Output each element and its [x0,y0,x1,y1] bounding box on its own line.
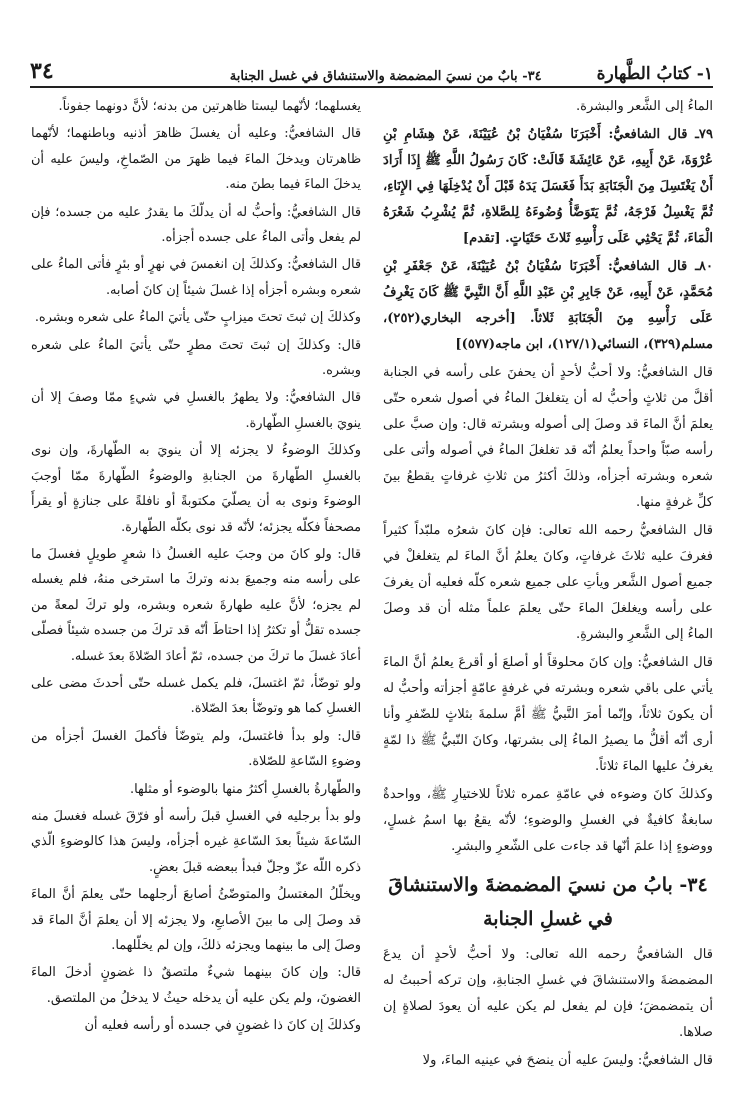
running-header [30,54,713,84]
chapter-heading: ٣٤- بابُ من نسيَ المضمضةَ والاستنشاقَ في غسلِ الجنابة [388,874,708,930]
paragraph: قال: ولو كانَ من وجبَ عليه الغسلُ ذا شعرٍ طويلٍ فغسلَ ما على رأسه منه وجميعَ بدنه وتركَ ما استرخى منهُ، فلم يغسله لم يجزه؛ لأنَّ عليه طهارةَ شعره وبشره، ولو تركَ لمعةً من جسده تقلُّ أو تكثرُ إذا احتاطَ أنّه قد تركَ من جسده شيئاً فصلّى أعادَ غسلَ ما تركَ من جسده، ثمّ أعادَ الصّلاةَ بعدَ غسله. [31,546,361,664]
paragraph: ولو بدأ برجليه في الغسلِ قبلَ رأسه أو فرّقَ غسله فغسلَ منه السّاعةَ شيئاً بعدَ السّاعةِ غيره أجزأه، وليسَ هذا كالوضوءِ الّذي ذكره اللّه عزّ وجلّ فبدأ ببعضه قبلَ بعضٍ. [31,808,361,875]
paragraph: وكذلكَ كانَ وضوءه في عامّةِ عمره ثلاثاً للاختيارِ ﷺ، وواحدةٌ سابغةٌ كافيةٌ في الغسلِ والوضوءِ؛ لأنّه يقعُ بها اسمُ غسلٍ، ووضوءٍ إذا علمَ أنّها قد جاءت على الشّعرِ والبشرِ. [383,787,713,854]
paragraph: ويخلّلُ المغتسلُ والمتوضّئُ أصابعَ أرجلهما حتّى يعلمَ أنَّ الماءَ قد وصلَ إلى ما بينَ الأصابعِ، ولا يجزئه إلا أن يعلمَ أنَّ الماءَ قد وصلَ إلى ما بينهما ويجزئه ذلكَ، وإن لم يخلّلهما. [31,887,361,953]
hadith-79: ٧٩ـ قال الشافعيُّ: أَخْبَرَنَا سُفْيَانُ بْنُ عُيَيْنَةَ، عَنْ هِشَامِ بْنِ عُرْوَةَ، عَنْ أَبِيهِ، عَنْ عَائِشَةَ قَالَتْ: كَانَ رَسُولُ اللَّهِ ﷺ إِذَا أَرَادَ أَنْ يَغْتَسِلَ مِنَ الْجَنَابَةِ بَدَأَ فَغَسَلَ يَدَهُ قَبْلَ أَنْ يُدْخِلَهَا فِي الإِنَاءِ، ثُمَّ يَغْسِلُ فَرْجَهُ، ثُمَّ يَتَوَضَّأُ وُضُوءَهُ لِلصَّلاةِ، ثُمَّ يُشْرِبُ شَعْرَهُ الْمَاءَ، ثُمَّ يَحْثِي عَلَى رَأْسِهِ ثَلاثَ حَثَيَاتٍ. [تقدم] [383,127,713,246]
hadith-80: ٨٠ـ قال الشافعيُّ: أَخْبَرَنَا سُفْيَانُ بْنُ عُيَيْنَةَ، عَنْ جَعْفَرِ بْنِ مُحَمَّدٍ، عَنْ أَبِيهِ، عَنْ جَابِرِ بْنِ عَبْدِ اللَّهِ أَنَّ النَّبِيَّ ﷺ كَانَ يَغْرِفُ عَلَى رَأْسِهِ مِنَ الْجَنَابَةِ ثَلاثاً. [أخرجه البخاري(٢٥٢)، مسلم(٣٢٩)، النسائي(١٢٧/١)، ابن ماجه(٥٧٧)] [383,259,713,352]
header-rule [30,86,713,88]
paragraph: قال: وكذلكَ إن ثبتَ تحتَ مطرٍ حتّى يأتيَ الماءُ على شعره وبشره. [31,337,361,379]
paragraph: قال الشافعيُّ: وليسَ عليه أن ينضحَ في عينيه الماءَ، ولا [422,1053,713,1068]
paragraph: قال الشافعيُّ: وإن كانَ محلوقاً أو أصلعَ أو أقرعَ يعلمُ أنَّ الماءَ يأتي على باقي شعره وبشرته في غرفةٍ عامّةٍ أجزأته وأحبُّ له أن يكونَ ثلاثاً، وإنّما أمرَ النَّبيُّ ﷺ أمَّ سلمةَ بثلاثٍ للضّفرِ وأنا أرى أنّه أقلُّ ما يصيرُ الماءُ إلى بشرتها، وكانَ النّبيُّ ﷺ ذا لمّةٍ يغرفُ عليها الماءَ ثلاثاً. [383,655,713,774]
paragraph: قال الشافعيُّ: ولا أحبُّ لأحدٍ أن يحفنَ على رأسه في الجنابة أقلَّ من ثلاثٍ وأحبُّ له أن يتغلغلَ الماءُ في أصول شعره حتّى يعلمَ أنَّ الماءَ قد وصلَ إلى أصوله وبشرته قال: وإن صبَّ على رأسه صبّاً واحداً يعلمُ أنّه قد تغلغلَ الماءُ في أصوله وأتى على شعره وبشرته أجزأه، وذلكَ أكثرُ من ثلاثِ غرفاتٍ يقطعُ بينَ كلِّ غرفةٍ منها. [383,365,713,510]
paragraph: وكذلكَ إن كانَ ذا غضونٍ في جسده أو رأسه فعليه أن [84,1018,361,1034]
paragraph: قال الشافعيُّ: وعليه أن يغسلَ ظاهرَ أذنيه وباطنهما؛ لأنّهما ظاهرتان ويدخلَ الماءَ فيما ظهرَ من الصّماخِ، وليسَ عليه أن يدخلَ الماءَ فيما بطنَ منه. [31,126,361,193]
page-number: ٣٤ [30,58,54,84]
paragraph: قال: وإن كانَ بينهما شيءٌ ملتصقٌ ذا غضونٍ أدخلَ الماءَ الغضونَ، ولم يكن عليه أن يدخله حيثُ لا يدخلُ من الملتصق. [31,965,361,1006]
paragraph: قال الشافعيُّ رحمه الله تعالى: فإن كانَ شعرُه ملبّداً كثيراً فغرفَ عليه ثلاثَ غرفاتٍ، وكانَ يعلمُ أنَّ الماءَ لم يتغلغلْ في جميع أصول الشَّعر ويأتِ على جميع شعره كلّه فعليه أن يغرفَ على رأسه ويغلغلَ الماءَ حتّى يعلمَ علماً مثله أن قد وصلَ الماءُ إلى الشَّعرِ والبشرةِ. [383,523,713,642]
book-title: ١- كتابُ الطَّهارة [596,64,713,84]
paragraph: الماءُ إلى الشَّعر والبشرة. [575,99,713,114]
paragraph: يغسلهما؛ لأنّهما ليستا ظاهرتين من بدنه؛ لأنَّ دونهما جفوناً. [58,99,361,114]
paragraph: قال الشافعيُّ رحمه الله تعالى: ولا أحبُّ لأحدٍ أن يدعَ المضمضةَ والاستنشاقَ في غسلِ الجنابةِ، وإن تركه أحببتُ له أن يتمضمضَ؛ فإن لم يفعل لم يكن عليه أن يعودَ لصلاةٍ إن صلاها. [383,947,713,1040]
paragraph: وكذلكَ إن ثبتَ تحتَ ميزابٍ حتّى يأتيَ الماءُ على شعره وبشره. [34,310,361,326]
paragraph: قال: ولو بدأ فاغتسلَ، ولم يتوضّأ فأكملَ الغسلَ أجزأه من وضوءِ السّاعةِ للصّلاة. [31,728,361,770]
paragraph: وكذلكَ الوضوءُ لا يجزئه إلا أن ينويَ به الطّهارةَ، وإن نوى بالغسلِ الطّهارةَ من الجنابةِ والوضوءُ الطّهارةَ ممّا أوجبَ الوضوءَ ونوى به أن يصلّيَ مكتوبةً أو نافلةً على جنازةٍ أو يقرأَ مصحفاً فكلّه يجزئه؛ لأنّه قد نوى بكلّه الطّهارة. [31,443,361,535]
paragraph: قال الشافعيُّ: وكذلكَ إن انغمسَ في نهرٍ أو بئرٍ فأتى الماءُ على شعره وبشره أجزأه إذا غسلَ شيئاً إن كانَ أصابه. [31,257,361,298]
paragraph: والطّهارةُ بالغسلِ أكثرُ منها بالوضوء أو مثلها. [130,781,361,797]
right-column [383,94,713,1094]
paragraph: قال الشافعيُّ: ولا يطهرُ بالغسلِ في شيءٍ ممّا وصفَ إلا أن ينويَ بالغسلِ الطّهارة. [31,390,361,431]
paragraph: ولو توضّأ، ثمّ اغتسلَ، فلم يكمل غسله حتّى أحدثَ مضى على الغسلِ كما هو وتوضّأ بعدَ الصّلاة. [31,675,361,717]
left-column [31,94,361,1094]
chapter-title-header: ٣٤- بابٌ من نسيَ المضمضة والاستنشاق في غسل الجنابة [229,69,542,84]
paragraph: قال الشافعيُّ: وأحبُّ له أن يدلّكَ ما يقدرُ عليه من جسده؛ فإن لم يفعل وأتى الماءُ على جسده أجزأه. [31,204,361,246]
